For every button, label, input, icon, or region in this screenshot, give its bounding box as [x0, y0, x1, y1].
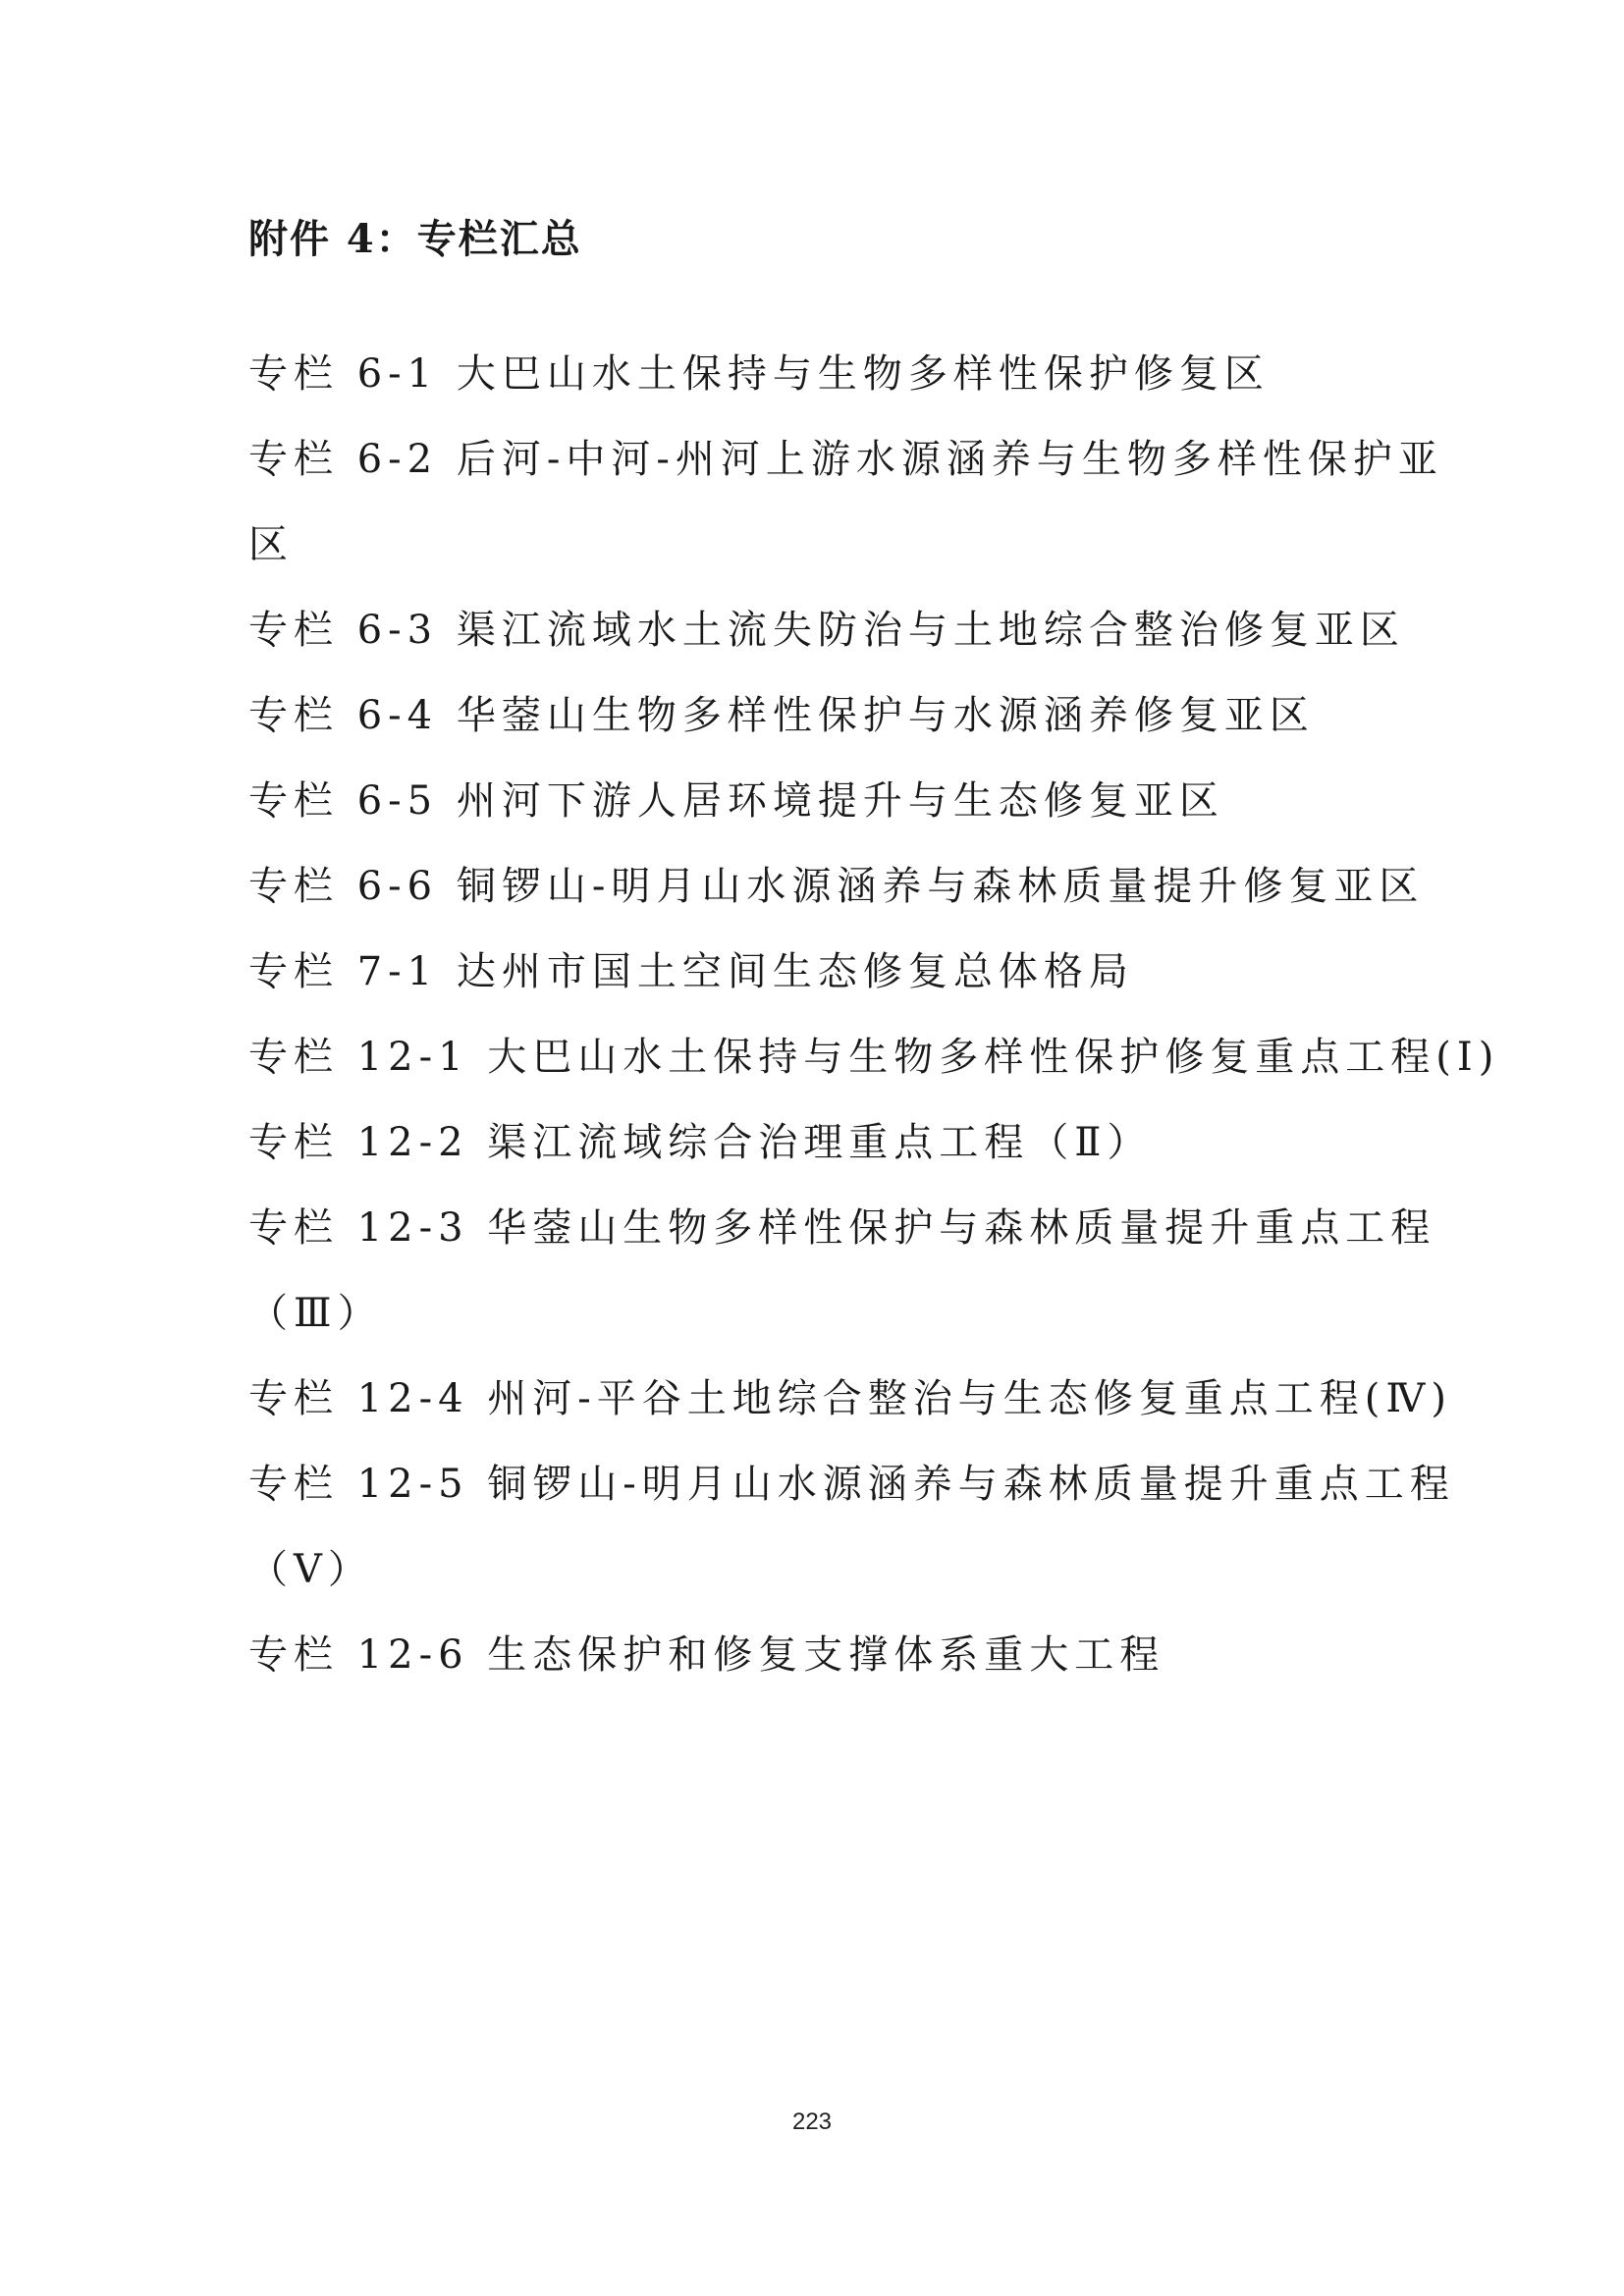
list-item: [248, 759, 1427, 844]
list-item-text: 专栏 6-6 铜锣山-明月山水源涵养与森林质量提升修复亚区: [248, 864, 1425, 909]
list-item-text: 专栏 12-4 州河-平谷土地综合整治与生态修复重点工程(Ⅳ): [248, 1376, 1452, 1421]
list-item-text: 专栏 12-5 铜锣山-明月山水源涵养与森林质量提升重点工程: [248, 1462, 1455, 1507]
list-item-text: 专栏 7-1 达州市国土空间生态修复总体格局: [248, 949, 1134, 994]
list-item: [248, 417, 1443, 588]
list-item: [248, 1100, 1427, 1186]
list-item: [248, 1442, 1455, 1613]
list-item-text: 专栏 12-1 大巴山水土保持与生物多样性保护修复重点工程(Ⅰ): [248, 1035, 1500, 1080]
page-number: 223: [791, 2109, 833, 2135]
list-item: [248, 1357, 1452, 1442]
list-item-text: 专栏 6-5 州河下游人居环境提升与生态修复亚区: [248, 778, 1224, 824]
list-item-text: 专栏 6-2 后河-中河-州河上游水源涵养与生物多样性保护亚: [248, 437, 1443, 482]
list-item: [248, 588, 1427, 673]
list-item: [248, 1613, 1427, 1698]
list-item: [248, 332, 1427, 417]
list-item-continuation: 区: [248, 522, 294, 567]
list-item-text: 专栏 12-2 渠江流域综合治理重点工程（Ⅱ）: [248, 1120, 1153, 1165]
list-item: [248, 844, 1427, 930]
list-item-continuation: （Ⅲ）: [248, 1291, 383, 1336]
list-item-text: 专栏 12-3 华蓥山生物多样性保护与森林质量提升重点工程: [248, 1205, 1436, 1251]
list-item-text: 专栏 6-4 华蓥山生物多样性保护与水源涵养修复亚区: [248, 693, 1315, 738]
list-item-continuation: （Ⅴ）: [248, 1547, 373, 1592]
list-item-text: 专栏 6-3 渠江流域水土流失防治与土地综合整治修复亚区: [248, 608, 1405, 653]
appendix-heading: 附件 4：专栏汇总: [248, 216, 582, 262]
list-item: [248, 930, 1427, 1015]
list-item-text: 专栏 6-1 大巴山水土保持与生物多样性保护修复区: [248, 351, 1270, 397]
column-list: [248, 332, 1500, 1698]
list-item: [248, 673, 1427, 759]
list-item: [248, 1015, 1500, 1100]
list-item-text: 专栏 12-6 生态保护和修复支撑体系重大工程: [248, 1632, 1165, 1678]
list-item: [248, 1186, 1436, 1357]
